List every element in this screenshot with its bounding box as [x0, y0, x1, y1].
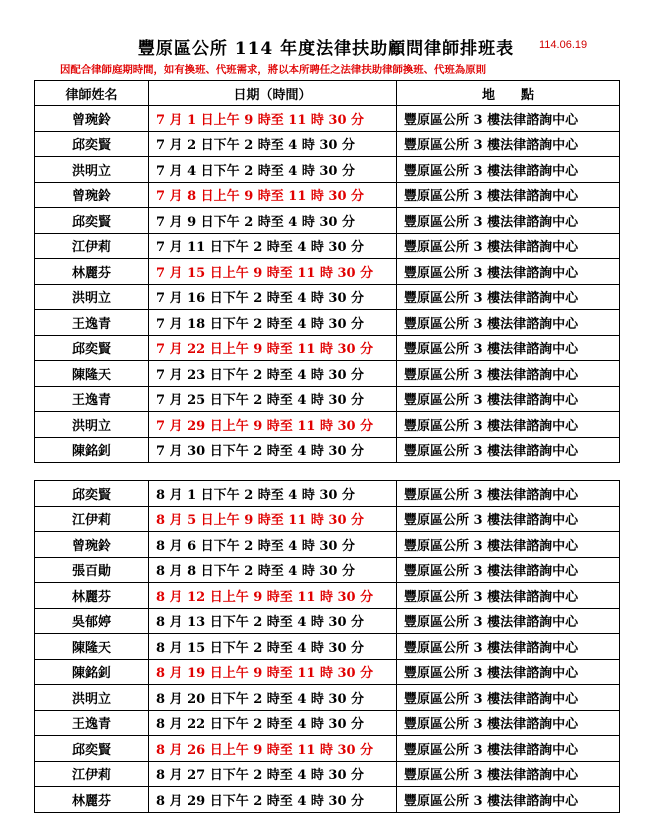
table-row: [35, 208, 620, 234]
location-cell: 豐原區公所 3 樓法律諮詢中心: [397, 506, 620, 532]
table-row: [35, 182, 620, 208]
location-cell: 豐原區公所 3 樓法律諮詢中心: [397, 437, 620, 463]
table-row: [35, 437, 620, 463]
location-cell: 豐原區公所 3 樓法律諮詢中心: [397, 659, 620, 685]
table-row: [35, 787, 620, 813]
date-time-cell: 7 月 23 日下午 2 時至 4 時 30 分: [149, 361, 397, 387]
lawyer-name-cell: 邱奕賢: [35, 481, 149, 507]
date-time-cell: 7 月 25 日下午 2 時至 4 時 30 分: [149, 386, 397, 412]
date-time-cell: 7 月 1 日上午 9 時至 11 時 30 分: [149, 106, 397, 132]
location-cell: 豐原區公所 3 樓法律諮詢中心: [397, 412, 620, 438]
table-row: [35, 233, 620, 259]
lawyer-name-cell: 王逸青: [35, 386, 149, 412]
column-header-date: 日期（時間）: [149, 81, 397, 106]
lawyer-name-cell: 洪明立: [35, 685, 149, 711]
location-cell: 豐原區公所 3 樓法律諮詢中心: [397, 787, 620, 813]
table-row: [35, 284, 620, 310]
lawyer-name-cell: 洪明立: [35, 284, 149, 310]
location-cell: 豐原區公所 3 樓法律諮詢中心: [397, 634, 620, 660]
table-row: [35, 106, 620, 132]
table-row: [35, 157, 620, 183]
august-schedule-table: [34, 480, 620, 813]
lawyer-name-cell: 王逸青: [35, 710, 149, 736]
column-header-name: 律師姓名: [35, 81, 149, 106]
location-cell: 豐原區公所 3 樓法律諮詢中心: [397, 481, 620, 507]
lawyer-name-cell: 林麗芬: [35, 583, 149, 609]
lawyer-name-cell: 陳銘釗: [35, 437, 149, 463]
lawyer-name-cell: 陳隆天: [35, 361, 149, 387]
date-time-cell: 7 月 11 日下午 2 時至 4 時 30 分: [149, 233, 397, 259]
table-row: [35, 608, 620, 634]
table-row: [35, 659, 620, 685]
location-cell: 豐原區公所 3 樓法律諮詢中心: [397, 233, 620, 259]
location-cell: 豐原區公所 3 樓法律諮詢中心: [397, 361, 620, 387]
location-cell: 豐原區公所 3 樓法律諮詢中心: [397, 106, 620, 132]
lawyer-name-cell: 邱奕賢: [35, 335, 149, 361]
lawyer-name-cell: 吳郁婷: [35, 608, 149, 634]
date-time-cell: 7 月 18 日下午 2 時至 4 時 30 分: [149, 310, 397, 336]
lawyer-name-cell: 王逸青: [35, 310, 149, 336]
notice-text: 因配合律師庭期時間，如有換班、代班需求，將以本所聘任之法律扶助律師換班、代班為原則: [60, 64, 487, 76]
table-row: [35, 532, 620, 558]
lawyer-name-cell: 江伊莉: [35, 506, 149, 532]
location-cell: 豐原區公所 3 樓法律諮詢中心: [397, 710, 620, 736]
lawyer-name-cell: 洪明立: [35, 157, 149, 183]
location-cell: 豐原區公所 3 樓法律諮詢中心: [397, 736, 620, 762]
table-row: [35, 131, 620, 157]
table-header-row: [35, 81, 620, 106]
date-time-cell: 7 月 30 日下午 2 時至 4 時 30 分: [149, 437, 397, 463]
date-time-cell: 8 月 26 日上午 9 時至 11 時 30 分: [149, 736, 397, 762]
date-time-cell: 7 月 9 日下午 2 時至 4 時 30 分: [149, 208, 397, 234]
date-time-cell: 8 月 15 日下午 2 時至 4 時 30 分: [149, 634, 397, 660]
table-row: [35, 634, 620, 660]
lawyer-name-cell: 陳銘釗: [35, 659, 149, 685]
table-row: [35, 557, 620, 583]
table-row: [35, 685, 620, 711]
location-cell: 豐原區公所 3 樓法律諮詢中心: [397, 182, 620, 208]
table-row: [35, 506, 620, 532]
table-row: [35, 481, 620, 507]
table-row: [35, 736, 620, 762]
date-time-cell: 8 月 27 日下午 2 時至 4 時 30 分: [149, 761, 397, 787]
location-cell: 豐原區公所 3 樓法律諮詢中心: [397, 284, 620, 310]
location-cell: 豐原區公所 3 樓法律諮詢中心: [397, 335, 620, 361]
location-cell: 豐原區公所 3 樓法律諮詢中心: [397, 208, 620, 234]
table-row: [35, 583, 620, 609]
date-time-cell: 8 月 22 日下午 2 時至 4 時 30 分: [149, 710, 397, 736]
date-time-cell: 8 月 5 日上午 9 時至 11 時 30 分: [149, 506, 397, 532]
lawyer-name-cell: 陳隆天: [35, 634, 149, 660]
date-time-cell: 8 月 20 日下午 2 時至 4 時 30 分: [149, 685, 397, 711]
column-header-place: 地 點: [397, 81, 620, 106]
date-time-cell: 8 月 12 日上午 9 時至 11 時 30 分: [149, 583, 397, 609]
table-row: [35, 710, 620, 736]
document-date: 114.06.19: [539, 39, 588, 51]
table-row: [35, 310, 620, 336]
date-time-cell: 8 月 13 日下午 2 時至 4 時 30 分: [149, 608, 397, 634]
table-row: [35, 361, 620, 387]
lawyer-name-cell: 江伊莉: [35, 761, 149, 787]
table-row: [35, 259, 620, 285]
july-schedule-table: [34, 80, 620, 463]
date-time-cell: 7 月 8 日上午 9 時至 11 時 30 分: [149, 182, 397, 208]
lawyer-name-cell: 洪明立: [35, 412, 149, 438]
lawyer-name-cell: 林麗芬: [35, 787, 149, 813]
august-table-body: [35, 481, 620, 813]
date-time-cell: 8 月 19 日上午 9 時至 11 時 30 分: [149, 659, 397, 685]
date-time-cell: 8 月 8 日下午 2 時至 4 時 30 分: [149, 557, 397, 583]
date-time-cell: 8 月 29 日下午 2 時至 4 時 30 分: [149, 787, 397, 813]
date-time-cell: 7 月 15 日上午 9 時至 11 時 30 分: [149, 259, 397, 285]
july-table-body: [35, 106, 620, 463]
lawyer-name-cell: 邱奕賢: [35, 131, 149, 157]
table-row: [35, 412, 620, 438]
location-cell: 豐原區公所 3 樓法律諮詢中心: [397, 583, 620, 609]
location-cell: 豐原區公所 3 樓法律諮詢中心: [397, 608, 620, 634]
location-cell: 豐原區公所 3 樓法律諮詢中心: [397, 310, 620, 336]
lawyer-name-cell: 邱奕賢: [35, 208, 149, 234]
location-cell: 豐原區公所 3 樓法律諮詢中心: [397, 685, 620, 711]
location-cell: 豐原區公所 3 樓法律諮詢中心: [397, 131, 620, 157]
location-cell: 豐原區公所 3 樓法律諮詢中心: [397, 532, 620, 558]
date-time-cell: 8 月 1 日下午 2 時至 4 時 30 分: [149, 481, 397, 507]
table-row: [35, 335, 620, 361]
date-time-cell: 7 月 16 日下午 2 時至 4 時 30 分: [149, 284, 397, 310]
location-cell: 豐原區公所 3 樓法律諮詢中心: [397, 761, 620, 787]
location-cell: 豐原區公所 3 樓法律諮詢中心: [397, 386, 620, 412]
date-time-cell: 7 月 29 日上午 9 時至 11 時 30 分: [149, 412, 397, 438]
lawyer-name-cell: 曾琬鈴: [35, 532, 149, 558]
location-cell: 豐原區公所 3 樓法律諮詢中心: [397, 259, 620, 285]
location-cell: 豐原區公所 3 樓法律諮詢中心: [397, 157, 620, 183]
lawyer-name-cell: 張百勛: [35, 557, 149, 583]
date-time-cell: 7 月 22 日上午 9 時至 11 時 30 分: [149, 335, 397, 361]
page-title: 豐原區公所 114 年度法律扶助顧問律師排班表: [137, 39, 515, 59]
date-time-cell: 7 月 4 日下午 2 時至 4 時 30 分: [149, 157, 397, 183]
date-time-cell: 7 月 2 日下午 2 時至 4 時 30 分: [149, 131, 397, 157]
lawyer-name-cell: 林麗芬: [35, 259, 149, 285]
date-time-cell: 8 月 6 日下午 2 時至 4 時 30 分: [149, 532, 397, 558]
lawyer-name-cell: 曾琬鈴: [35, 182, 149, 208]
table-row: [35, 761, 620, 787]
location-cell: 豐原區公所 3 樓法律諮詢中心: [397, 557, 620, 583]
lawyer-name-cell: 邱奕賢: [35, 736, 149, 762]
lawyer-name-cell: 曾琬鈴: [35, 106, 149, 132]
table-row: [35, 386, 620, 412]
lawyer-name-cell: 江伊莉: [35, 233, 149, 259]
